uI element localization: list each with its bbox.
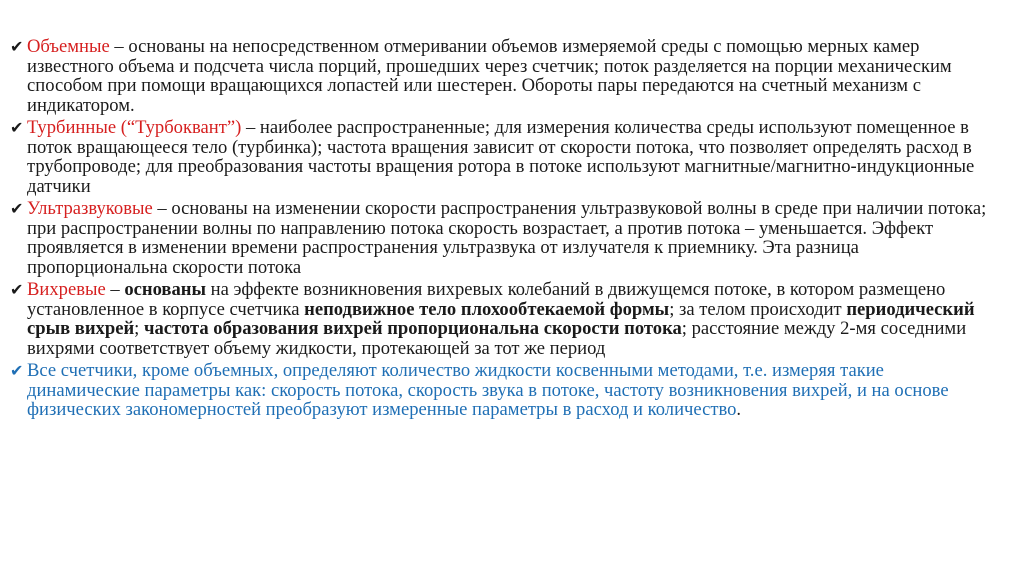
vortex-text-2: ; за телом происходит xyxy=(669,298,847,320)
vortex-bold-frequency: частота образования вихрей пропорциональна скорости потока xyxy=(144,318,682,339)
description-turbine: – наиболее распространенные; для измерения количества среды используют помещенное в поток вращающееся тело (турбинка); частота вращения зависит от скорости потока, что позволяет определять расход в трубопроводе; для преобразования частоты вращения ротора в потоке используют магнитные/магнитно-индукционные датчики xyxy=(27,117,975,197)
summary-text xyxy=(27,360,949,420)
checkmark-icon: ✔ xyxy=(10,118,24,137)
bullet-ultrasonic xyxy=(10,199,1000,277)
term-ultrasonic: Ультразвуковые xyxy=(27,198,153,219)
term-vortex: Вихревые xyxy=(27,279,106,300)
summary-period: . xyxy=(736,399,742,420)
bullet-summary xyxy=(10,361,1000,420)
vortex-dash: – xyxy=(105,279,125,300)
vortex-bold-based: основаны xyxy=(124,279,206,300)
vortex-text-1: на эффекте возникновения вихревых колебаний в движущемся потоке, в котором размещено установленное в корпусе счетчика xyxy=(27,279,946,320)
bullet-turbine xyxy=(10,118,1000,196)
bullet-volumetric xyxy=(10,37,1000,115)
checkmark-icon: ✔ xyxy=(10,199,24,218)
bullet-vortex xyxy=(10,280,1000,358)
summary-body: Все счетчики, кроме объемных, определяют количество жидкости косвенными методами, т.е. измеряя такие динамические параметры как: скорость потока, скорость звука в потоке, частоту возникновения вихрей, и на основе физических закономерностей преобразуют измеренные параметры в расход и количество xyxy=(27,360,949,420)
checkmark-icon: ✔ xyxy=(10,361,24,380)
checkmark-icon: ✔ xyxy=(10,37,24,56)
bullet-list xyxy=(10,37,1000,423)
vortex-text-4: ; расстояние между 2-мя соседними вихрями соответствует объему жидкости, протекающей за тот же период xyxy=(27,318,967,359)
term-volumetric: Объемные xyxy=(27,36,110,57)
description-volumetric: – основаны на непосредственном отмеривании объемов измеряемой среды с помощью мерных камер известного объема и подсчета числа порций, прошедших через счетчик; поток разделяется на порции механическим способом при помощи вращающихся лопастей или шестерен. Обороты пары передаются на счетный механизм с индикатором. xyxy=(27,36,952,116)
term-turbine: Турбинные (“Турбоквант”) xyxy=(27,117,242,138)
description-ultrasonic: – основаны на изменении скорости распространения ультразвуковой волны в среде при наличии потока; при распространении волны по направлению потока скорость возрастает, а против потока – уменьшается. Эффект проявляется в изменении времени распространения ультразвука от излучателя к приемнику. Эта разница пропорциональна скорости потока xyxy=(27,198,987,278)
vortex-bold-body: неподвижное тело плохообтекаемой формы xyxy=(304,298,670,320)
checkmark-icon: ✔ xyxy=(10,280,24,299)
vortex-text-3: ; xyxy=(134,318,144,339)
vortex-bold-shedding: периодический срыв вихрей xyxy=(27,298,975,339)
